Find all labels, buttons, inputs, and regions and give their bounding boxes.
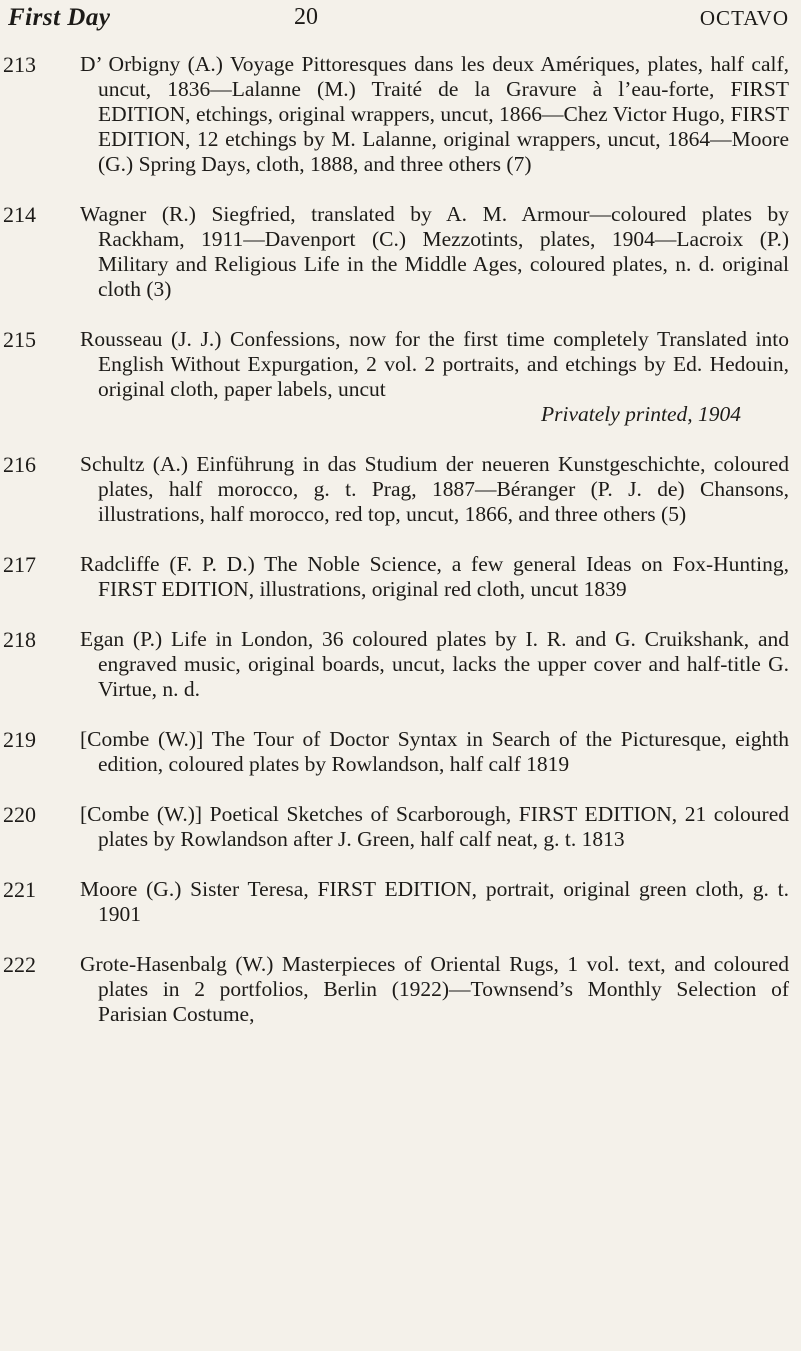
lot-entry-214 xyxy=(0,202,801,302)
lot-description: [Combe (W.)] The Tour of Doctor Syntax in Search of the Picturesque, eighth edition, coloured plates by Rowlandson, half calf 1819 xyxy=(80,727,789,776)
lot-entry-221 xyxy=(0,877,801,927)
lot-description: Rousseau (J. J.) Confessions, now for the first time completely Translated into English Without Expurgation, 2 vol. 2 portraits, and etchings by Ed. Hedouin, original cloth, paper labels, uncut xyxy=(80,327,789,401)
lot-number: 217 xyxy=(3,552,36,577)
lot-entry-216 xyxy=(0,452,801,527)
running-head-format: OCTAVO xyxy=(699,6,789,30)
lot-number: 221 xyxy=(3,877,36,902)
lot-entry-213 xyxy=(0,52,801,177)
lot-entry-220 xyxy=(0,802,801,852)
lot-description: Egan (P.) Life in London, 36 coloured plates by I. R. and G. Cruikshank, and engraved music, original boards, uncut, lacks the upper cover and half-title G. Virtue, n. d. xyxy=(80,627,789,701)
lot-description: Schultz (A.) Einführung in das Studium der neueren Kunstgeschichte, coloured plates, half morocco, g. t. Prag, 1887—Béranger (P. J. de) Chansons, illustrations, half morocco, red top, uncut, 1866, and three others (5) xyxy=(80,452,789,526)
lot-number: 219 xyxy=(3,727,36,752)
lot-description: Wagner (R.) Siegfried, translated by A. M. Armour—coloured plates by Rackham, 1911—Davenport (C.) Mezzotints, plates, 1904—Lacroix (P.) Military and Religious Life in the Middle Ages, coloured plates, n. d. original cloth (3) xyxy=(80,202,789,301)
lot-number: 213 xyxy=(3,52,36,77)
lot-entry-217 xyxy=(0,552,801,602)
lot-entry-218 xyxy=(0,627,801,702)
lot-description: Moore (G.) Sister Teresa, FIRST EDITION, portrait, original green cloth, g. t. 1901 xyxy=(80,877,789,926)
lot-number: 218 xyxy=(3,627,36,652)
lot-number: 214 xyxy=(3,202,36,227)
lot-description: Grote-Hasenbalg (W.) Masterpieces of Oriental Rugs, 1 vol. text, and coloured plates in 2 portfolios, Berlin (1922)—Townsend’s Monthly Selection of Parisian Costume, xyxy=(80,952,789,1026)
lot-list xyxy=(0,52,801,1052)
page-number: 20 xyxy=(294,4,318,30)
lot-imprint: Privately printed, 1904 xyxy=(540,402,741,426)
running-head-day: First Day xyxy=(8,4,111,31)
lot-description: [Combe (W.)] Poetical Sketches of Scarborough, FIRST EDITION, 21 coloured plates by Rowlandson after J. Green, half calf neat, g. t. 1813 xyxy=(80,802,789,851)
lot-number: 216 xyxy=(3,452,36,477)
lot-entry-215 xyxy=(0,327,801,427)
lot-entry-219 xyxy=(0,727,801,777)
lot-description: Radcliffe (F. P. D.) The Noble Science, a few general Ideas on Fox-Hunting, FIRST EDITION, illustrations, original red cloth, uncut 1839 xyxy=(80,552,789,601)
lot-number: 222 xyxy=(3,952,36,977)
lot-entry-222 xyxy=(0,952,801,1027)
lot-number: 215 xyxy=(3,327,36,352)
running-head xyxy=(8,4,789,44)
lot-description: D’ Orbigny (A.) Voyage Pittoresques dans les deux Amériques, plates, half calf, uncut, 1836—Lalanne (M.) Traité de la Gravure à l’eau-forte, FIRST EDITION, etchings, original wrappers, uncut, 1866—Chez Victor Hugo, FIRST EDITION, 12 etchings by M. Lalanne, original wrappers, uncut, 1864—Moore (G.) Spring Days, cloth, 1888, and three others (7) xyxy=(80,52,789,176)
lot-number: 220 xyxy=(3,802,36,827)
